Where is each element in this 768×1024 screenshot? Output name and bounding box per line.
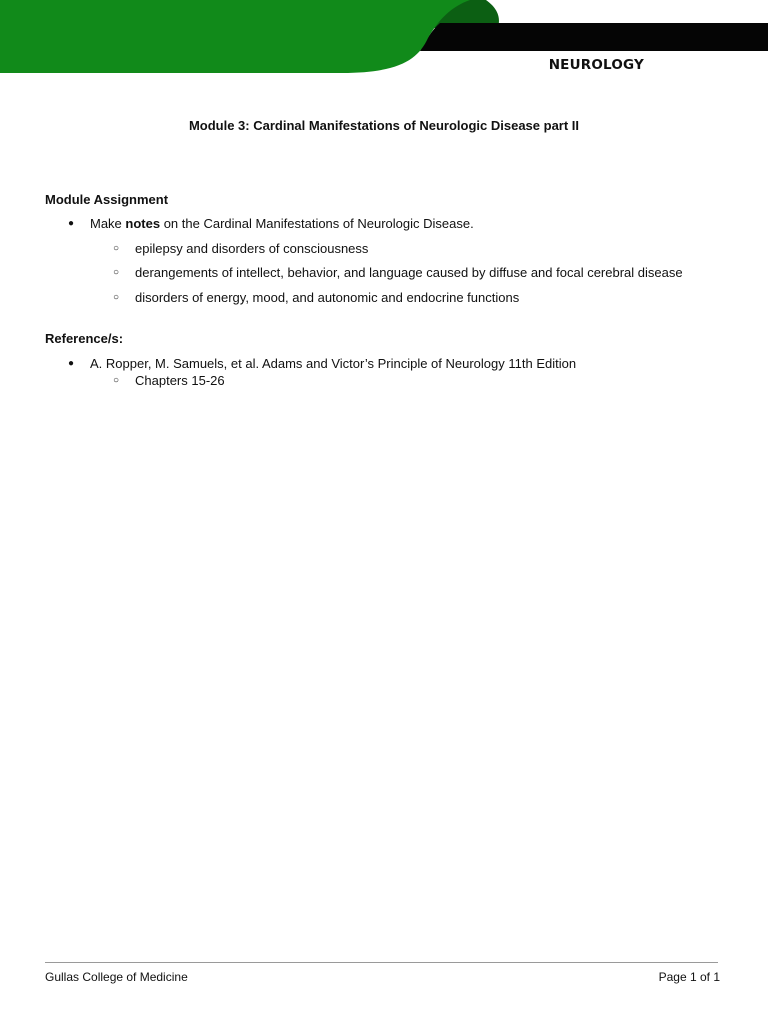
bullet-circle-icon: ○ — [113, 267, 120, 278]
header-banner-graphic — [0, 0, 768, 80]
assignment-item — [90, 216, 474, 231]
assignment-subitem: epilepsy and disorders of consciousness — [135, 241, 369, 256]
references-heading: Reference/s: — [45, 331, 124, 346]
assignment-item-suffix: on the Cardinal Manifestations of Neurologic Disease. — [160, 216, 474, 231]
footer-divider — [45, 962, 718, 963]
header-green-shape — [0, 0, 470, 73]
bullet-disc-icon: ● — [68, 218, 75, 229]
footer-page-number: Page 1 of 1 — [658, 970, 720, 984]
assignment-subitem: derangements of intellect, behavior, and language caused by diffuse and focal cerebral disease — [135, 265, 683, 280]
footer-institution: Gullas College of Medicine — [45, 970, 188, 984]
reference-item: A. Ropper, M. Samuels, et al. Adams and Victor’s Principle of Neurology 11th Edition — [90, 356, 577, 371]
assignment-item-bold: notes — [125, 216, 161, 231]
page-title: Module 3: Cardinal Manifestations of Neurologic Disease part II — [188, 118, 580, 133]
bullet-circle-icon: ○ — [113, 375, 120, 386]
assignment-heading: Module Assignment — [45, 192, 169, 207]
header-black-bar — [420, 23, 768, 51]
header-subject: NEUROLOGY — [548, 57, 644, 73]
bullet-circle-icon: ○ — [113, 292, 120, 303]
assignment-item-prefix: Make — [90, 216, 126, 231]
bullet-disc-icon: ● — [68, 358, 75, 369]
assignment-subitem: disorders of energy, mood, and autonomic and endocrine functions — [135, 290, 520, 305]
bullet-circle-icon: ○ — [113, 243, 120, 254]
reference-subitem: Chapters 15-26 — [135, 373, 225, 388]
